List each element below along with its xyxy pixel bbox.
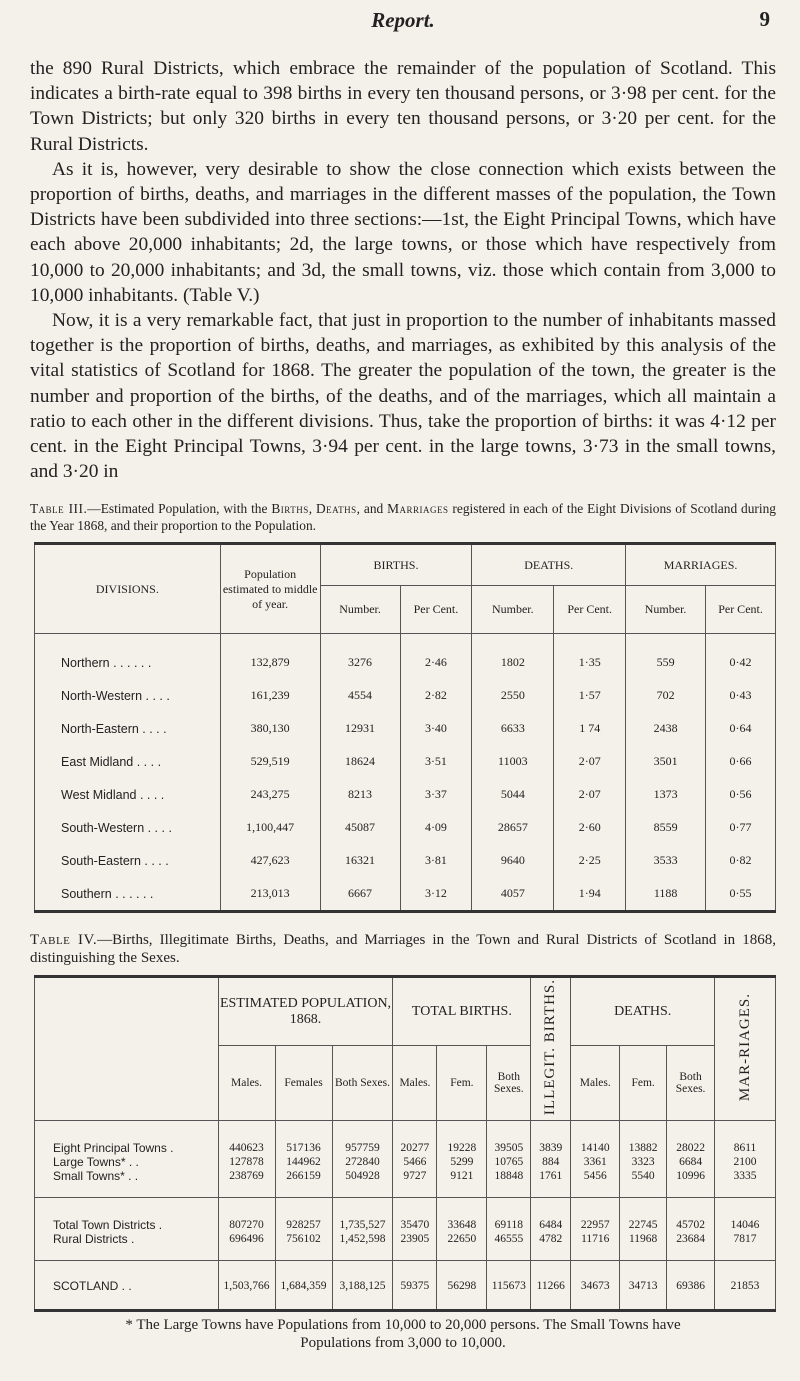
cell-marriages-number: 702 — [626, 679, 706, 712]
cell-births-percent: 2·46 — [400, 634, 472, 680]
cell-births-percent: 2·82 — [400, 679, 472, 712]
table3-caption — [30, 500, 776, 534]
cell-births-fem — [437, 1120, 487, 1197]
value: 28022 — [676, 1141, 705, 1154]
t4-col-pop-males: Males. — [218, 1046, 275, 1121]
table-row — [35, 745, 776, 778]
value: 9121 — [450, 1169, 474, 1182]
t4-col-illegit — [531, 977, 571, 1120]
cell-division: East Midland . . . . — [35, 745, 221, 778]
footnote-line-1: * The Large Towns have Populations from 10,000 to 20,000 persons. The Small Towns have — [125, 1316, 681, 1333]
cell-population: 380,130 — [220, 712, 320, 745]
cell-pop-males — [218, 1197, 275, 1260]
value: 807270 — [229, 1218, 264, 1231]
cell-births-percent: 3·37 — [400, 778, 472, 811]
cell-deaths-number: 1802 — [472, 634, 554, 680]
value: 39505 — [494, 1141, 524, 1154]
t4-col-divisions — [35, 977, 219, 1120]
cell-illegit: 11266 — [531, 1260, 571, 1310]
cell-births-percent: 3·40 — [400, 712, 472, 745]
cell-deaths-percent: 1·35 — [554, 634, 626, 680]
table3-caption-deaths: Deaths — [315, 501, 357, 517]
cell-births-number: 3276 — [320, 634, 400, 680]
table3-label: Table III. — [30, 501, 88, 517]
cell-marriages-percent: 0·55 — [706, 877, 776, 912]
cell-division: North-Western . . . . — [35, 679, 221, 712]
value: 14046 — [730, 1218, 760, 1231]
division-label: Eight Principal Towns . — [53, 1140, 174, 1155]
cell-population: 1,100,447 — [220, 811, 320, 844]
cell-deaths-number: 28657 — [472, 811, 554, 844]
cell-deaths-percent: 2·60 — [554, 811, 626, 844]
cell-pop-males — [218, 1120, 275, 1197]
col-births-percent: Per Cent. — [400, 586, 472, 634]
value: 884 — [542, 1155, 560, 1168]
value: 23905 — [400, 1232, 430, 1245]
cell-marriages-percent: 0·42 — [706, 634, 776, 680]
cell-deaths-both — [667, 1197, 715, 1260]
cell-births-number: 16321 — [320, 844, 400, 877]
col-marriages-percent: Per Cent. — [706, 586, 776, 634]
cell-pop-males: 1,503,766 — [218, 1260, 275, 1310]
table3-caption-births: Births — [271, 501, 309, 517]
cell-deaths-number: 9640 — [472, 844, 554, 877]
cell-population: 427,623 — [220, 844, 320, 877]
col-deaths: DEATHS. — [472, 544, 626, 586]
cell-births-number: 45087 — [320, 811, 400, 844]
table3-caption-b: registered in each of the Eight Divisions of Scotland during the Year 1868, and their proportion to the Population. — [30, 501, 776, 534]
cell-deaths-percent: 2·07 — [554, 745, 626, 778]
cell-marriages-number: 8559 — [626, 811, 706, 844]
cell-marriages-percent: 0·56 — [706, 778, 776, 811]
value: 7817 — [733, 1232, 757, 1245]
division-label: Large Towns* . . — [53, 1154, 139, 1169]
value: 23684 — [676, 1232, 705, 1245]
cell-population: 161,239 — [220, 679, 320, 712]
cell-division: Southern . . . . . . — [35, 877, 221, 912]
cell-population: 529,519 — [220, 745, 320, 778]
value: 20277 — [400, 1141, 430, 1154]
value: 10765 — [494, 1155, 524, 1168]
value: 5299 — [450, 1155, 474, 1168]
value: 35470 — [400, 1218, 430, 1231]
value: 1,452,598 — [339, 1232, 386, 1245]
cell-deaths-number: 5044 — [472, 778, 554, 811]
value: 9727 — [403, 1169, 427, 1182]
cell-pop-females — [275, 1197, 332, 1260]
division-label: Small Towns* . . — [53, 1168, 139, 1183]
cell-divisions — [35, 1120, 219, 1197]
cell-deaths-number: 11003 — [472, 745, 554, 778]
value: 11716 — [581, 1232, 610, 1245]
cell-deaths-percent: 2·25 — [554, 844, 626, 877]
cell-deaths-percent: 2·07 — [554, 778, 626, 811]
value: 928257 — [286, 1218, 321, 1231]
value: 1761 — [539, 1169, 563, 1182]
value: 8611 — [733, 1141, 757, 1154]
cell-deaths-fem — [620, 1197, 667, 1260]
t4-col-deaths-males: Males. — [571, 1046, 620, 1121]
table3-caption-and: , and — [356, 501, 388, 517]
footnote-line-2: Populations from 3,000 to 10,000. — [300, 1334, 506, 1351]
value: 22745 — [628, 1218, 658, 1231]
t4-col-births-both: Both Sexes. — [487, 1046, 531, 1121]
cell-deaths-percent: 1 74 — [554, 712, 626, 745]
cell-births-fem — [437, 1197, 487, 1260]
value: 3361 — [583, 1155, 607, 1168]
value: 10996 — [676, 1169, 705, 1182]
cell-division: Northern . . . . . . — [35, 634, 221, 680]
t4-col-est-pop: ESTIMATED POPULATION, 1868. — [218, 977, 393, 1046]
value: 4782 — [539, 1232, 563, 1245]
cell-marriages-number: 3501 — [626, 745, 706, 778]
t4-marriages-label: MAR-RIAGES. — [736, 993, 753, 1102]
cell-deaths-males — [571, 1120, 620, 1197]
table-row — [35, 679, 776, 712]
value: 13882 — [628, 1141, 658, 1154]
cell-illegit — [531, 1197, 571, 1260]
cell-births-percent: 3·81 — [400, 844, 472, 877]
cell-births-fem: 56298 — [437, 1260, 487, 1310]
col-divisions: DIVISIONS. — [35, 544, 221, 634]
value: 5540 — [631, 1169, 655, 1182]
t4-col-deaths-both: Both Sexes. — [667, 1046, 715, 1121]
table3-caption-a: —Estimated Population, with the — [87, 501, 272, 517]
value: 3839 — [539, 1141, 563, 1154]
value: 6484 — [539, 1218, 563, 1231]
table3-caption-comma: , — [308, 501, 316, 517]
paragraph-2: As it is, however, very desirable to show the close connection which exists between the proportion of births, deaths, and marriages in the different masses of the population, the Town Districts have been subdivided into three sections:—1st, the Eight Principal Towns, which have each above 20,000 inhabitants; 2d, the large towns, or those which have respectively from 10,000 to 20,000 inhabitants; and 3d, the small towns, viz. those which contain from 3,000 to 10,000 inhabitants. (Table V.) — [30, 158, 776, 306]
paragraph-3: Now, it is a very remarkable fact, that just in proportion to the number of inhabitants massed together is the proportion of births, deaths, and marriages, as exhibited by this analysis of the vital statistics of Scotland for 1868. The greater the population of the town, the greater is the number and proportion of the births, of the deaths, and of the marriages, which all maintain a ratio to each other in the different divisions. Thus, take the proportion of births: it was 4·12 per cent. in the Eight Principal Towns, 3·94 per cent. in the large towns, 3·73 in the small towns, and 3·20 in — [30, 310, 776, 483]
value: 5456 — [583, 1169, 607, 1182]
cell-division: West Midland . . . . — [35, 778, 221, 811]
cell-births-number: 12931 — [320, 712, 400, 745]
value: 14140 — [580, 1141, 610, 1154]
table-row-group-totals — [35, 1197, 776, 1260]
cell-births-number: 8213 — [320, 778, 400, 811]
cell-marriages — [715, 1120, 776, 1197]
cell-births-number: 4554 — [320, 679, 400, 712]
cell-pop-both — [332, 1197, 393, 1260]
cell-marriages-percent: 0·64 — [706, 712, 776, 745]
running-head — [30, 0, 776, 56]
value: 19228 — [447, 1141, 477, 1154]
t4-col-births-fem: Fem. — [437, 1046, 487, 1121]
cell-marriages-number: 2438 — [626, 712, 706, 745]
value: 2100 — [733, 1155, 757, 1168]
cell-pop-both — [332, 1120, 393, 1197]
t4-col-pop-both: Both Sexes. — [332, 1046, 393, 1121]
table-row-group-towns — [35, 1120, 776, 1197]
value: 33648 — [447, 1218, 477, 1231]
cell-division: South-Western . . . . — [35, 811, 221, 844]
value: 266159 — [286, 1169, 321, 1182]
cell-pop-females: 1,684,359 — [275, 1260, 332, 1310]
table-row — [35, 712, 776, 745]
value: 144962 — [286, 1155, 321, 1168]
cell-division: North-Eastern . . . . — [35, 712, 221, 745]
value: 45702 — [676, 1218, 705, 1231]
cell-divisions — [35, 1197, 219, 1260]
value: 6684 — [679, 1155, 703, 1168]
cell-marriages-number: 1373 — [626, 778, 706, 811]
page-number: 9 — [759, 7, 770, 31]
cell-division: South-Eastern . . . . — [35, 844, 221, 877]
value: 1,735,527 — [339, 1218, 386, 1231]
col-deaths-number: Number. — [472, 586, 554, 634]
cell-births-males — [393, 1120, 437, 1197]
value: 127878 — [229, 1155, 264, 1168]
table-row — [35, 811, 776, 844]
col-marriages: MARRIAGES. — [626, 544, 776, 586]
cell-births-percent: 3·51 — [400, 745, 472, 778]
cell-deaths-fem — [620, 1120, 667, 1197]
paragraph-1: the 890 Rural Districts, which embrace the remainder of the population of Scotland. This indicates a birth-rate equal to 398 births in every ten thousand persons, or 3·98 per cent. for the Town Districts; but only 320 births in every ten thousand persons, or 3·20 per cent. for the Rural Districts. — [30, 58, 776, 155]
cell-births-percent: 3·12 — [400, 877, 472, 912]
value: 440623 — [229, 1141, 264, 1154]
table-row — [35, 634, 776, 680]
value: 3335 — [733, 1169, 757, 1182]
value: 238769 — [229, 1169, 264, 1182]
cell-population: 132,879 — [220, 634, 320, 680]
value: 22957 — [580, 1218, 610, 1231]
t4-col-pop-females: Females — [275, 1046, 332, 1121]
col-births-number: Number. — [320, 586, 400, 634]
value: 5466 — [403, 1155, 427, 1168]
t4-col-marriages — [715, 977, 776, 1120]
t4-illegit-label: ILLEGIT. BIRTHS. — [542, 979, 559, 1116]
cell-population: 243,275 — [220, 778, 320, 811]
division-label: Rural Districts . — [53, 1231, 135, 1246]
cell-deaths-both: 69386 — [667, 1260, 715, 1310]
table4-label: Table IV. — [30, 932, 98, 949]
col-births: BIRTHS. — [320, 544, 472, 586]
value: 46555 — [494, 1232, 524, 1245]
division-label: Total Town Districts . — [53, 1217, 163, 1232]
cell-pop-females — [275, 1120, 332, 1197]
cell-births-both — [487, 1120, 531, 1197]
col-population: Population estimated to middle of year. — [220, 544, 320, 634]
cell-marriages — [715, 1197, 776, 1260]
cell-marriages-number: 1188 — [626, 877, 706, 912]
table-row — [35, 778, 776, 811]
col-deaths-percent: Per Cent. — [554, 586, 626, 634]
cell-deaths-number: 6633 — [472, 712, 554, 745]
value: 272840 — [345, 1155, 380, 1168]
t4-col-deaths: DEATHS. — [571, 977, 715, 1046]
body-text — [30, 56, 776, 484]
cell-births-both — [487, 1197, 531, 1260]
value: 18848 — [494, 1169, 524, 1182]
col-marriages-number: Number. — [626, 586, 706, 634]
cell-population: 213,013 — [220, 877, 320, 912]
cell-marriages-percent: 0·43 — [706, 679, 776, 712]
table-row-scotland — [35, 1260, 776, 1310]
value: 504928 — [345, 1169, 380, 1182]
value: 957759 — [345, 1141, 380, 1154]
value: 517136 — [286, 1141, 321, 1154]
cell-pop-both: 3,188,125 — [332, 1260, 393, 1310]
cell-births-number: 18624 — [320, 745, 400, 778]
t4-col-deaths-fem: Fem. — [620, 1046, 667, 1121]
cell-deaths-both — [667, 1120, 715, 1197]
cell-deaths-percent: 1·57 — [554, 679, 626, 712]
value: 756102 — [286, 1232, 321, 1245]
cell-marriages-percent: 0·82 — [706, 844, 776, 877]
cell-marriages-percent: 0·77 — [706, 811, 776, 844]
cell-marriages-number: 3533 — [626, 844, 706, 877]
table4-caption — [30, 931, 776, 967]
cell-deaths-number: 4057 — [472, 877, 554, 912]
table3 — [34, 542, 776, 913]
table-row — [35, 844, 776, 877]
value: 11968 — [628, 1232, 658, 1245]
cell-illegit — [531, 1120, 571, 1197]
cell-births-percent: 4·09 — [400, 811, 472, 844]
cell-marriages: 21853 — [715, 1260, 776, 1310]
cell-deaths-males — [571, 1197, 620, 1260]
cell-deaths-number: 2550 — [472, 679, 554, 712]
cell-marriages-percent: 0·66 — [706, 745, 776, 778]
value: 22650 — [447, 1232, 477, 1245]
cell-deaths-percent: 1·94 — [554, 877, 626, 912]
footnote — [30, 1316, 776, 1352]
value: 696496 — [229, 1232, 264, 1245]
cell-births-both: 115673 — [487, 1260, 531, 1310]
cell-births-males — [393, 1197, 437, 1260]
value: 69118 — [494, 1218, 523, 1231]
table3-caption-marriages: Marriages — [387, 501, 449, 517]
cell-births-males: 59375 — [393, 1260, 437, 1310]
running-title: Report. — [371, 8, 435, 32]
t4-col-total-births: TOTAL BIRTHS. — [393, 977, 531, 1046]
cell-divisions: SCOTLAND . . — [35, 1260, 219, 1310]
t4-col-births-males: Males. — [393, 1046, 437, 1121]
value: 3323 — [631, 1155, 655, 1168]
table4 — [34, 975, 776, 1311]
cell-deaths-fem: 34713 — [620, 1260, 667, 1310]
cell-marriages-number: 559 — [626, 634, 706, 680]
table4-caption-text: —Births, Illegitimate Births, Deaths, and Marriages in the Town and Rural Districts of Scotland in 1868, distinguishing the Sexes. — [30, 932, 776, 967]
cell-births-number: 6667 — [320, 877, 400, 912]
table-row — [35, 877, 776, 912]
cell-deaths-males: 34673 — [571, 1260, 620, 1310]
